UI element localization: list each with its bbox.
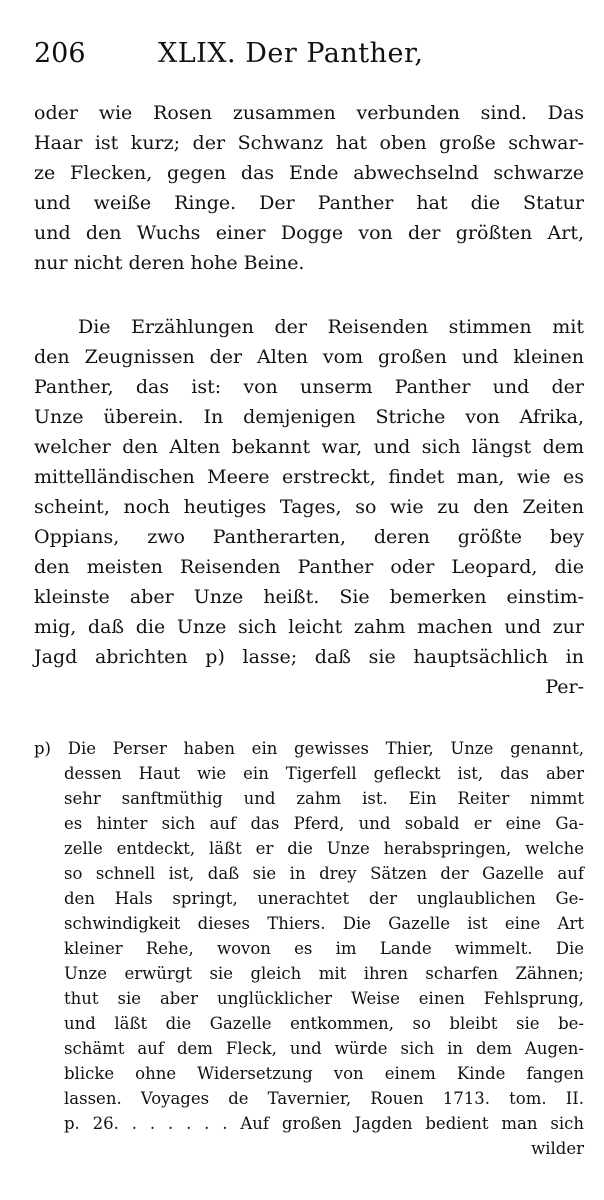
footnote-line: p. 26. . . . . . . Auf großen Jagden bedient man sich [64,1114,584,1133]
text-line: mig, daß die Unze sich leicht zahm machen und zur [34,616,584,638]
footnote-line: kleiner Rehe, wovon es im Lande wimmelt. Die [64,939,584,958]
footnote-line: thut sie aber unglücklicher Weise einen Fehlsprung, [64,989,584,1008]
footnote-line: zelle entdeckt, läßt er die Unze herabspringen, welche [64,839,584,858]
text-line: scheint, noch heutiges Tages, so wie zu den Zeiten [34,496,584,518]
footnote-line: sehr sanftmüthig und zahm ist. Ein Reiter nimmt [64,789,584,808]
text-line: Haar ist kurz; der Schwanz hat oben große schwar- [34,132,584,154]
paragraph-2 [34,312,584,702]
footnote-line: so schnell ist, daß sie in drey Sätzen der Gazelle auf [64,864,584,883]
text-line: Die Erzählungen der Reisenden stimmen mit [78,316,584,338]
footnote-line: schämt auf dem Fleck, und würde sich in dem Augen- [64,1039,584,1058]
catchword: Per- [545,676,584,698]
text-line: und weiße Ringe. Der Panther hat die Statur [34,192,584,214]
running-header [34,38,584,78]
text-line: Jagd abrichten p) lasse; daß sie hauptsächlich in [34,646,584,668]
footnote-line: und läßt die Gazelle entkommen, so bleibt sie be- [64,1014,584,1033]
text-line: Oppians, zwo Pantherarten, deren größte bey [34,526,584,548]
footnote-line: den Hals springt, unerachtet der unglaublichen Ge- [64,889,584,908]
text-line: und den Wuchs einer Dogge von der größten Art, [34,222,584,244]
text-line: welcher den Alten bekannt war, und sich längst dem [34,436,584,458]
page-number: 206 [34,38,86,69]
text-line: oder wie Rosen zusammen verbunden sind. Das [34,102,584,124]
text-line: mittelländischen Meere erstreckt, findet man, wie es [34,466,584,488]
footnote-line: dessen Haut wie ein Tigerfell gefleckt ist, das aber [64,764,584,783]
footnote-line: p) Die Perser haben ein gewisses Thier, Unze genannt, [34,739,584,758]
footnote-line: blicke ohne Widersetzung von einem Kinde fangen [64,1064,584,1083]
text-line: ze Flecken, gegen das Ende abwechselnd schwarze [34,162,584,184]
text-line: den meisten Reisenden Panther oder Leopard, die [34,556,584,578]
footnote-line: schwindigkeit dieses Thiers. Die Gazelle ist eine Art [64,914,584,933]
footnote [34,736,584,1161]
footnote-line: lassen. Voyages de Tavernier, Rouen 1713. tom. II. [64,1089,584,1108]
footnote-catchword: wilder [531,1139,584,1158]
text-line: nur nicht deren hohe Beine. [34,252,305,274]
footnote-line: es hinter sich auf das Pferd, und sobald er eine Ga- [64,814,584,833]
text-line: Panther, das ist: von unserm Panther und der [34,376,584,398]
text-line: Unze überein. In demjenigen Striche von Afrika, [34,406,584,428]
chapter-title: XLIX. Der Panther, [158,38,424,69]
text-line: den Zeugnissen der Alten vom großen und kleinen [34,346,584,368]
paragraph-1 [34,98,584,278]
footnote-line: Unze erwürgt sie gleich mit ihren scharfen Zähnen; [64,964,584,983]
text-line: kleinste aber Unze heißt. Sie bemerken einstim- [34,586,584,608]
